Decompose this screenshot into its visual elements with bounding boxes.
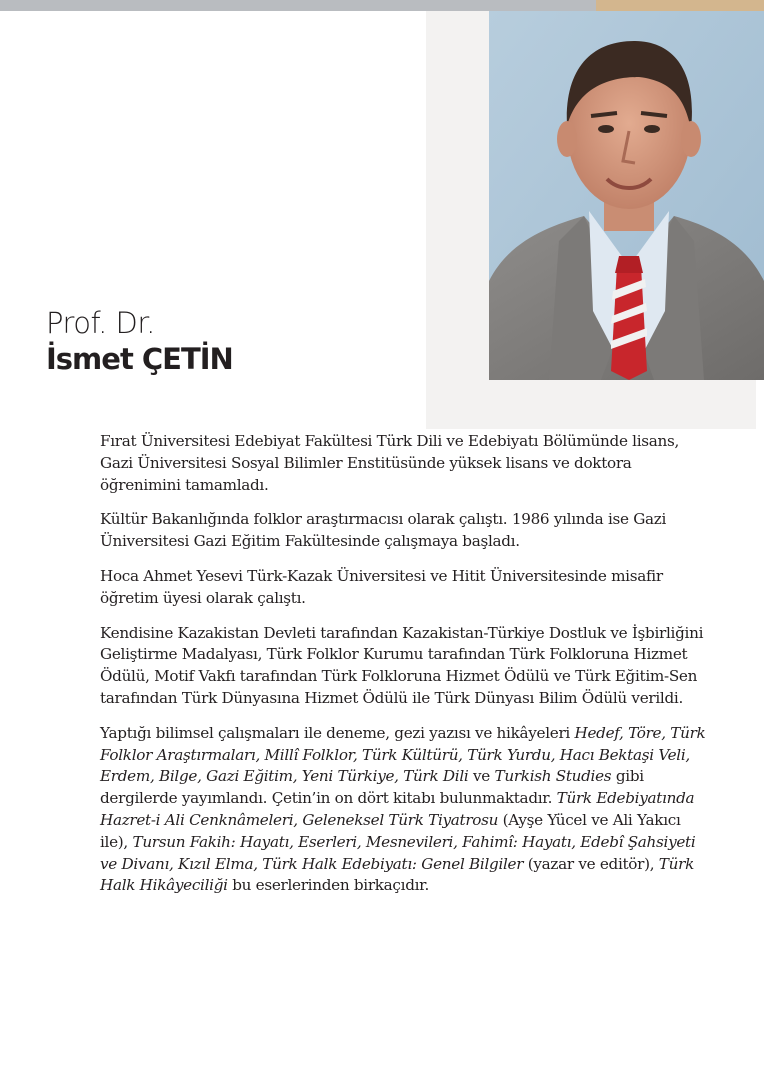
academic-title: Prof. Dr. bbox=[46, 306, 155, 340]
bio-text-segment: (Ayşe Yücel ve Ali Yakıcı ile), bbox=[100, 810, 681, 851]
publication-title-text: Hedef, Töre, Türk Folklor Araştırmaları, Millî Folklor, Türk Kültürü, Türk Yurdu, Hacı Bektaşi Veli, Erdem, Bilge, Gazi Eğitim, Yeni Türkiye, Türk Dili bbox=[100, 723, 706, 786]
portrait-photo bbox=[489, 11, 764, 380]
publication-title-text: Türk Halk Hikâyeciliği bbox=[100, 854, 694, 895]
page-title bbox=[46, 305, 426, 377]
bio-text-segment: ve bbox=[468, 767, 495, 786]
person-name: İsmet ÇETİN bbox=[46, 342, 233, 376]
publication-title-text: Turkish Studies bbox=[494, 767, 612, 786]
publication-title-text: Tursun Fakih: Hayatı, Eserleri, Mesnevileri, Fahimî: Hayatı, Edebî Şahsiyeti ve Divanı, Kızıl Elma, Türk Halk Edebiyatı: Genel Bilgiler bbox=[100, 832, 696, 873]
publication-title-text: Türk Edebiyatında Hazret-i Ali Cenknâmeleri, Geleneksel Türk Tiyatrosu bbox=[100, 789, 695, 829]
top-bar-gray-segment bbox=[0, 0, 596, 11]
biography bbox=[100, 431, 708, 910]
bio-text-segment: Yaptığı bilimsel çalışmaları ile deneme, gezi yazısı ve hikâyeleri bbox=[100, 723, 575, 742]
top-bar-accent-segment bbox=[596, 0, 764, 11]
bio-paragraph-education: Fırat Üniversitesi Edebiyat Fakültesi Türk Dili ve Edebiyatı Bölümünde lisans, Gazi Üniversitesi Sosyal Bilimler Enstitüsünde yüksek lisans ve doktora öğrenimini tamamladı. bbox=[100, 432, 680, 494]
bio-paragraph-awards: Kendisine Kazakistan Devleti tarafından Kazakistan-Türkiye Dostluk ve İşbirliğini Geliştirme Madalyası, Türk Folklor Kurumu tarafından Türk Folkloruna Hizmet Ödülü, Motif Vakfı tarafından Türk Folkloruna Hizmet Ödülü ve Türk Eğitim-Sen tarafından Türk Dünyasına Hizmet Ödülü ile Türk Dünyası Bilim Ödülü verildi. bbox=[100, 623, 704, 707]
bio-paragraph-visiting: Hoca Ahmet Yesevi Türk-Kazak Üniversitesi ve Hitit Üniversitesinde misafir öğretim üyesi olarak çalıştı. bbox=[100, 566, 663, 607]
bio-paragraph-career: Kültür Bakanlığında folklor araştırmacısı olarak çalıştı. 1986 yılında ise Gazi Üniversitesi Gazi Eğitim Fakültesinde çalışmaya başladı. bbox=[100, 510, 667, 551]
bio-text-segment: gibi dergilerde yayımlandı. Çetin’in on dört kitabı bulunmaktadır. bbox=[100, 767, 644, 808]
top-accent-bar bbox=[0, 0, 764, 11]
bio-text-segment: (yazar ve editör), bbox=[523, 854, 659, 873]
bio-paragraph-publications bbox=[100, 723, 708, 897]
bio-text-segment: bu eserlerinden birkaçıdır. bbox=[227, 876, 429, 895]
